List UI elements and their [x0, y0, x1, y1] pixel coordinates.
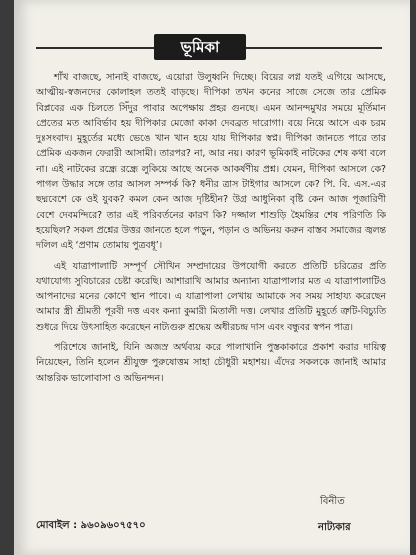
preface-body [36, 70, 386, 391]
author-signature: নাট্যকার [318, 522, 351, 533]
closing-greeting: বিনীত [320, 496, 345, 507]
paragraph-closing: পরিশেষে জানাই, যিনি অজস্র অর্থব্যয় করে পালাখানি পুস্তকাকারে প্রকাশ করার দায়িত্ব নিয়েছেন, তিনি হলেন শ্রীযুক্ত পুরুষোত্তম সাহা চৌধুরী মহাশয়। এঁদের সকলকে জানাই আমার আন্তরিক ভালোবাসা ও অভিনন্দন। [36, 342, 386, 384]
paragraph-story: শাঁখ বাজছে, সানাই বাজছে, এয়োরা উলুধ্বনি দিচ্ছে। বিয়ের লগ্ন যতই এগিয়ে আসছে, আত্মীয়-স্বজনদের কোলাহল ততই বাড়ছে। দীপিকা তখন কনের সাজে সেজে তার প্রেমিক বিপ্লবের এক চিলতে সিঁদুর পাবার অপেক্ষায় প্রহর গুনছে। এমন আনন্দমুখর সময়ে মূর্তিমান প্রেতের মত আবির্ভাব হয় দীপিকার মেজো কাকা দেবব্রত দারোগা। বয়ে নিয়ে আসে এক চরম দুঃসংবাদ। মুহূর্তের মধ্যে ভেঙে খান খান হয়ে যায় দীপিকার স্বপ্ন। দীপিকা জানতে পারে তার প্রেমিক একজন ফেরারী আসামী। তারপর? না, আর নয়। কারণ ভূমিকাই নাটকের শেষ কথা বলে না। এই নাটকের রন্ধ্রে রন্ধ্রে লুকিয়ে আছে অনেক আকর্ষণীয় প্রশ্ন। যেমন, দীপিকা আসলে কে? পাগল উদ্ধার সঙ্গে তার আসল সম্পর্ক কি? ধনীর ত্রাস টাইগার আসলে কে? পি. বি. এস.-এর ছদ্মবেশে কে ওই যুবক? কমল কেন আজ দৃষ্টিহীন? উগ্র আধুনিকা বৃষ্টি কেন আজ পূজারিণী বেশে দেবমন্দিরে? তার এই পরিবর্তনের কারণ কি? দজ্জাল শাশুড়ি হৈমন্তির শেষ পরিণতি কি হয়েছিল? সকল প্রশ্নের উত্তর জানতে হলে পড়ুন, পড়ান ও অভিনয় করুন বাস্তব সমাজের জ্বলন্ত দলিল এই ‘প্রণাম তোমায় পুত্রবধূ’। [36, 72, 386, 252]
book-page [14, 0, 410, 555]
mobile-number: মোবাইল : ৯৬০৯৬০৭৫৭০ [36, 520, 146, 531]
paragraph-acknowledgement: এই যাত্রাপালাটি সম্পূর্ণ সৌখিন সম্প্রদায়ের উপযোগী করতে প্রতিটি চরিত্রের প্রতি যথাযোগ্য সুবিচারের চেষ্টা করেছি। আশারাখি আমার অন্যান্য যাত্রাপালার মত এ যাত্রাপালাটিও আপনাদের মনের কোণে স্থান পাবে। এ যাত্রাপালা লেখায় আমাকে সব সময় সাহায্য করেছেন আমার স্ত্রী শ্রীমতী পূরবী দত্ত এবং কন্যা কুমারী মিতালী দত্ত। লেখার প্রতিটি মুহূর্তে ত্রুটি-বিচ্যুতি শুধরে দিয়ে উৎসাহিত করেছেন নাট্যগুরু শ্রদ্ধেয় অধীরচন্দ্র দাস এবং বন্ধুবর স্বপন পাত্র। [36, 260, 386, 333]
page-heading: ভূমিকা [154, 34, 246, 60]
